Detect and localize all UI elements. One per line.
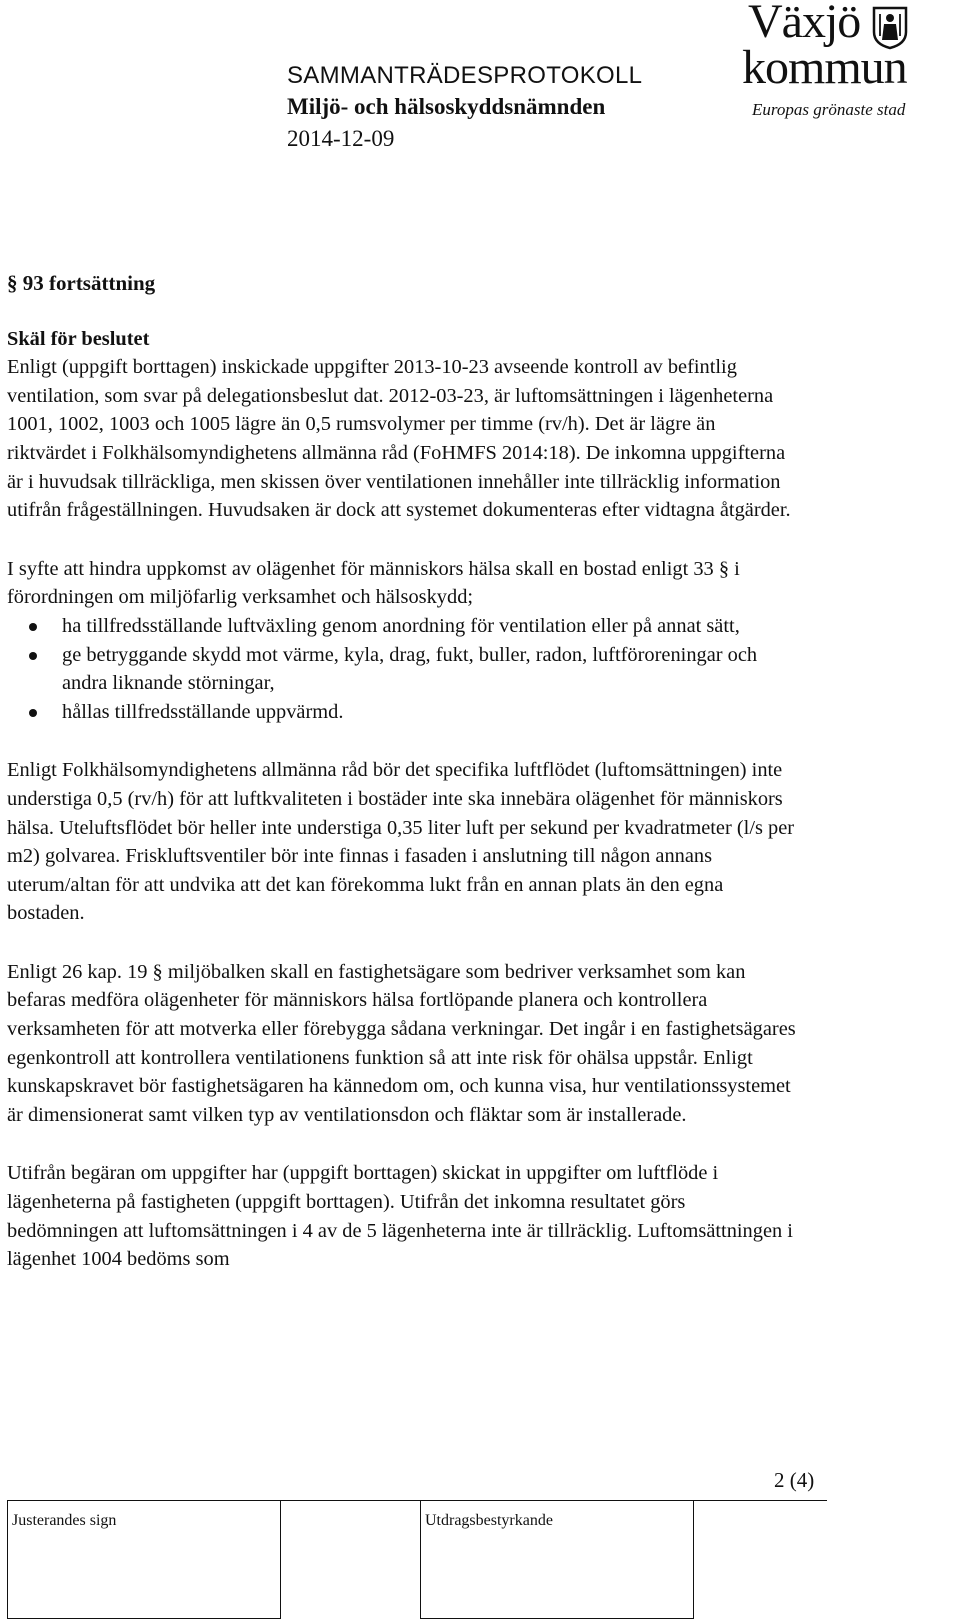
logo-line-kommun: kommun <box>742 41 907 94</box>
committee-name: Miljö- och hälsoskyddsnämnden <box>287 94 606 119</box>
protocol-title: SAMMANTRÄDESPROTOKOLL <box>287 62 643 89</box>
list-item <box>7 641 797 698</box>
list-item-text: hållas tillfredsställande uppvärmd. <box>62 700 344 723</box>
signature-label: Justerandes sign <box>12 1512 117 1529</box>
page-number: 2 (4) <box>774 1468 815 1492</box>
meeting-date: 2014-12-09 <box>287 126 395 151</box>
extract-label: Utdragsbestyrkande <box>425 1512 553 1529</box>
list-item <box>7 698 797 727</box>
paragraph: Enligt 26 kap. 19 § miljöbalken skall en fastighetsägare som bedriver verksamhet som kan befaras medföra olägenheter för människors hälsa fortlöpande planera och kontrollera verksamheten för att motverka eller förebygga sådana verkningar. Det ingår i en fastighetsägares egenkontroll att kontrollera ventilationens funktion så att inte risk för ohälsa uppstår. Enligt kunskapskravet bör fastighetsägaren ha kännedom om, och kunna visa, hur ventilationssystemet är dimensionerat samt vilken typ av ventilationsdon och fläktar som är installerade. <box>7 960 796 1126</box>
logo-line-vaxjo: Växjö <box>748 0 861 48</box>
paragraph: Enligt (uppgift borttagen) inskickade uppgifter 2013-10-23 avseende kontroll av befintlig ventilation, som svar på delegationsbeslut dat. 2012-03-23, är luftomsättningen i lägenheterna 1001, 1002, 1003 och 1005 lägre än 0,5 rumsvolymer per timme (rv/h). Det är lägre än riktvärdet i Folkhälsomyndighetens allmänna råd (FoHMFS 2014:18). De inkomna uppgifterna är i huvudsak tillräckliga, men skissen över ventilationen innehåller inte tillräcklig information utifrån frågeställningen. Huvudsaken är dock att systemet dokumenteras efter vidtagna åtgärder. <box>7 356 791 522</box>
list-item-text: ha tillfredsställande luftväxling genom anordning för ventilation eller på annat sätt, <box>62 614 740 637</box>
vaxjo-kommun-logo <box>742 0 960 130</box>
reasons-heading: Skäl för beslutet <box>7 327 150 350</box>
signature-box <box>7 1500 281 1619</box>
paragraph: Enligt Folkhälsomyndighetens allmänna råd bör det specifika luftflödet (luftomsättningen) inte understiga 0,5 (rv/h) för att luftkvaliteten i bostäder inte ska innebära olägenhet för människors hälsa. Uteluftsflödet bör heller inte understiga 0,35 liter luft per sekund per kvadratmeter (l/s per m2) golvarea. Friskluftsventiler bör inte finnas i fasaden i anslutning till någon annans uterum/altan för att undvika att det kan förekomma lukt från en annan plats än den egna bostaden. <box>7 759 795 925</box>
bullet-icon <box>29 652 37 660</box>
bullet-icon <box>29 709 37 717</box>
extract-certification-box <box>420 1500 694 1619</box>
section-heading: § 93 fortsättning <box>7 271 156 295</box>
paragraph: Utifrån begäran om uppgifter har (uppgift borttagen) skickat in uppgifter om luftflöde i lägenheterna på fastigheten (uppgift borttagen). Utifrån det inkomna resultatet görs bedömningen att luftomsättningen i 4 av de 5 lägenheterna inte är tillräcklig. Luftomsättningen i lägenhet 1004 bedöms som <box>7 1162 793 1271</box>
document-body <box>7 269 797 1304</box>
paragraph: I syfte att hindra uppkomst av olägenhet för människors hälsa skall en bostad enligt 33 § i förordningen om miljöfarlig verksamhet och hälsoskydd; <box>7 557 740 609</box>
logo-tagline: Europas grönaste stad <box>752 100 906 119</box>
list-item-text: ge betryggande skydd mot värme, kyla, drag, fukt, buller, radon, luftföroreningar och andra liknande störningar, <box>62 643 758 695</box>
bullet-icon <box>29 623 37 631</box>
requirements-list <box>7 612 797 726</box>
list-item <box>7 612 797 641</box>
